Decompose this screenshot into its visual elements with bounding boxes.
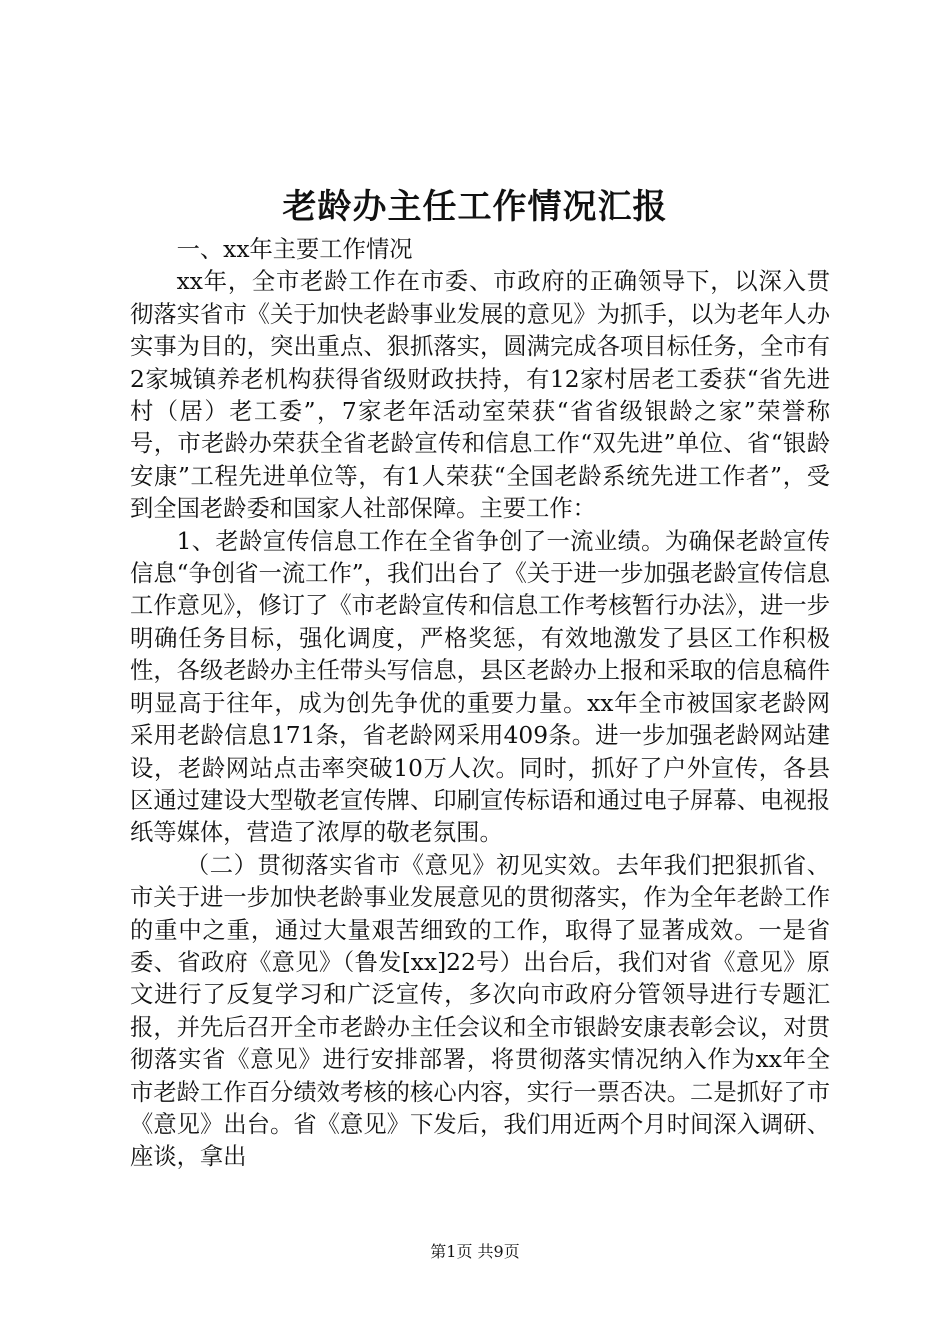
document-body: [130, 234, 830, 1174]
section-heading: 一、xx年主要工作情况: [176, 236, 413, 263]
body-paragraph: xx年，全市老龄工作在市委、市政府的正确领导下，以深入贯彻落实省市《关于加快老龄事业发展的意见》为抓手，以为老年人办实事为目的，突出重点、狠抓落实，圆满完成各项目标任务，全市有2家城镇养老机构获得省级财政扶持，有12家村居老工委获“省先进村（居）老工委”，7家老年活动室荣获“省省级银龄之家”荣誉称号，市老龄办荣获全省老龄宣传和信息工作“双先进”单位、省“银龄安康”工程先进单位等，有1人荣获“全国老龄系统先进工作者”，受到全国老龄委和国家人社部保障。主要工作：: [130, 268, 830, 523]
body-paragraph: （二）贯彻落实省市《意见》初见实效。去年我们把狠抓省、市关于进一步加快老龄事业发展意见的贯彻落实，作为全年老龄工作的重中之重，通过大量艰苦细致的工作，取得了显著成效。一是省委、省政府《意见》（鲁发[xx]22号）出台后，我们对省《意见》原文进行了反复学习和广泛宣传，多次向市政府分管领导进行专题汇报，并先后召开全市老龄办主任会议和全市银龄安康表彰会议，对贯彻落实省《意见》进行安排部署，将贯彻落实情况纳入作为xx年全市老龄工作百分绩效考核的核心内容，实行一票否决。二是抓好了市《意见》出台。省《意见》下发后，我们用近两个月时间深入调研、座谈，拿出: [130, 851, 830, 1171]
body-paragraph: 1、老龄宣传信息工作在全省争创了一流业绩。为确保老龄宣传信息“争创省一流工作”，我们出台了《关于进一步加强老龄宣传信息工作意见》，修订了《市老龄宣传和信息工作考核暂行办法》，进一步明确任务目标，强化调度，严格奖惩，有效地激发了县区工作积极性，各级老龄办主任带头写信息，县区老龄办上报和采取的信息稿件明显高于往年，成为创先争优的重要力量。xx年全市被国家老龄网采用老龄信息171条，省老龄网采用409条。进一步加强老龄网站建设，老龄网站点击率突破10万人次。同时，抓好了户外宣传，各县区通过建设大型敬老宣传牌、印刷宣传标语和通过电子屏幕、电视报纸等媒体，营造了浓厚的敬老氛围。: [130, 527, 830, 847]
document-title: 老龄办主任工作情况汇报: [282, 187, 668, 227]
page-number: 第1页 共9页: [430, 1242, 520, 1261]
